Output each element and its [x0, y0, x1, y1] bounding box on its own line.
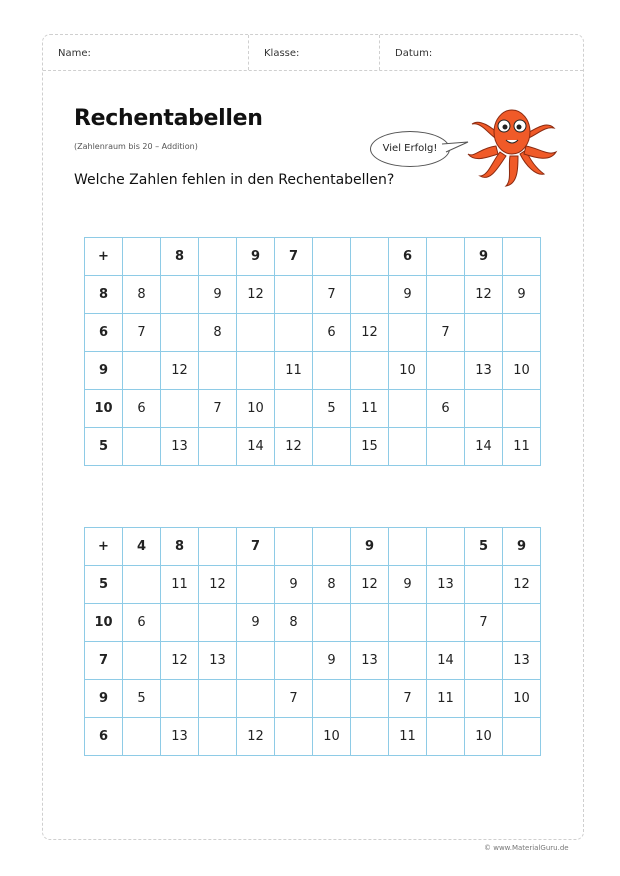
operator-cell: +	[85, 238, 123, 276]
header-cell	[313, 238, 351, 276]
answer-cell[interactable]	[123, 428, 161, 466]
answer-cell[interactable]	[465, 566, 503, 604]
answer-cell[interactable]: 7	[123, 314, 161, 352]
answer-cell[interactable]: 9	[389, 566, 427, 604]
page-subtitle: (Zahlenraum bis 20 – Addition)	[74, 142, 198, 151]
header-cell: 9	[85, 680, 123, 718]
answer-cell[interactable]	[465, 390, 503, 428]
header-cell: 9	[503, 528, 541, 566]
answer-cell[interactable]	[313, 604, 351, 642]
answer-cell[interactable]: 7	[199, 390, 237, 428]
answer-cell[interactable]	[465, 680, 503, 718]
answer-cell[interactable]	[427, 428, 465, 466]
answer-cell[interactable]	[465, 314, 503, 352]
table-row	[85, 680, 541, 718]
answer-cell[interactable]	[237, 314, 275, 352]
answer-cell[interactable]	[389, 642, 427, 680]
answer-cell[interactable]: 7	[389, 680, 427, 718]
copyright-footer: © www.MaterialGuru.de	[484, 844, 569, 852]
answer-cell[interactable]	[275, 718, 313, 756]
answer-cell[interactable]: 12	[275, 428, 313, 466]
header-cell: 6	[85, 718, 123, 756]
header-cell: 10	[85, 604, 123, 642]
answer-cell[interactable]: 7	[275, 680, 313, 718]
answer-cell[interactable]: 12	[199, 566, 237, 604]
octopus-icon	[466, 96, 558, 188]
table-row	[85, 528, 541, 566]
answer-cell[interactable]: 13	[427, 566, 465, 604]
header-cell: 7	[237, 528, 275, 566]
header-cell	[389, 528, 427, 566]
answer-cell[interactable]: 10	[465, 718, 503, 756]
answer-cell[interactable]: 11	[161, 566, 199, 604]
header-cell	[427, 238, 465, 276]
answer-cell[interactable]	[351, 680, 389, 718]
header-cell	[199, 238, 237, 276]
answer-cell[interactable]	[313, 680, 351, 718]
answer-cell[interactable]: 13	[465, 352, 503, 390]
answer-cell[interactable]: 11	[503, 428, 541, 466]
header-cell	[275, 528, 313, 566]
answer-cell[interactable]: 12	[465, 276, 503, 314]
header-cell: 8	[161, 238, 199, 276]
header-cell: 5	[465, 528, 503, 566]
answer-cell[interactable]	[123, 566, 161, 604]
answer-cell[interactable]	[123, 718, 161, 756]
answer-cell[interactable]: 10	[503, 352, 541, 390]
header-cell: 8	[85, 276, 123, 314]
answer-cell[interactable]: 10	[313, 718, 351, 756]
answer-cell[interactable]	[275, 642, 313, 680]
answer-cell[interactable]	[427, 276, 465, 314]
answer-cell[interactable]: 5	[313, 390, 351, 428]
answer-cell[interactable]: 13	[503, 642, 541, 680]
answer-cell[interactable]: 12	[237, 718, 275, 756]
header-cell: 10	[85, 390, 123, 428]
header-fields	[43, 35, 583, 71]
answer-cell[interactable]: 6	[123, 390, 161, 428]
answer-cell[interactable]: 14	[237, 428, 275, 466]
answer-cell[interactable]: 12	[351, 566, 389, 604]
answer-cell[interactable]	[313, 428, 351, 466]
answer-cell[interactable]	[351, 604, 389, 642]
speech-bubble	[370, 131, 450, 167]
answer-cell[interactable]	[275, 314, 313, 352]
addition-table-1-body	[85, 238, 541, 466]
answer-cell[interactable]: 5	[123, 680, 161, 718]
table-row	[85, 390, 541, 428]
header-cell: 9	[465, 238, 503, 276]
answer-cell[interactable]: 9	[275, 566, 313, 604]
answer-cell[interactable]	[161, 314, 199, 352]
header-cell: 9	[237, 238, 275, 276]
answer-cell[interactable]: 13	[161, 428, 199, 466]
answer-cell[interactable]: 8	[199, 314, 237, 352]
answer-cell[interactable]: 12	[161, 642, 199, 680]
table-row	[85, 642, 541, 680]
answer-cell[interactable]: 11	[427, 680, 465, 718]
answer-cell[interactable]: 10	[503, 680, 541, 718]
page-title: Rechentabellen	[74, 106, 263, 131]
answer-cell[interactable]	[389, 314, 427, 352]
answer-cell[interactable]: 12	[161, 352, 199, 390]
name-field[interactable]	[43, 35, 249, 70]
header-cell: 6	[389, 238, 427, 276]
answer-cell[interactable]: 6	[313, 314, 351, 352]
table-row	[85, 604, 541, 642]
answer-cell[interactable]	[503, 390, 541, 428]
answer-cell[interactable]: 6	[427, 390, 465, 428]
answer-cell[interactable]: 14	[427, 642, 465, 680]
answer-cell[interactable]	[275, 390, 313, 428]
answer-cell[interactable]: 12	[237, 276, 275, 314]
answer-cell[interactable]	[199, 718, 237, 756]
answer-cell[interactable]: 11	[389, 718, 427, 756]
answer-cell[interactable]	[237, 680, 275, 718]
table-row	[85, 352, 541, 390]
answer-cell[interactable]: 11	[351, 390, 389, 428]
addition-table-2-body	[85, 528, 541, 756]
table-row	[85, 566, 541, 604]
answer-cell[interactable]	[313, 352, 351, 390]
answer-cell[interactable]	[199, 604, 237, 642]
speech-bubble-text: Viel Erfolg!	[382, 143, 438, 154]
class-field[interactable]	[249, 35, 380, 70]
date-label: Datum:	[395, 48, 433, 59]
answer-cell[interactable]: 13	[199, 642, 237, 680]
answer-cell[interactable]	[123, 352, 161, 390]
table-row	[85, 238, 541, 276]
table-row	[85, 276, 541, 314]
header-cell	[313, 528, 351, 566]
answer-cell[interactable]	[351, 718, 389, 756]
header-cell	[427, 528, 465, 566]
addition-table-1	[84, 237, 541, 466]
answer-cell[interactable]: 8	[123, 276, 161, 314]
header-cell: 4	[123, 528, 161, 566]
header-cell: 7	[85, 642, 123, 680]
answer-cell[interactable]	[389, 604, 427, 642]
answer-cell[interactable]: 8	[313, 566, 351, 604]
header-cell	[199, 528, 237, 566]
answer-cell[interactable]: 9	[313, 642, 351, 680]
header-cell: 5	[85, 428, 123, 466]
answer-cell[interactable]: 7	[427, 314, 465, 352]
operator-cell: +	[85, 528, 123, 566]
header-cell: 8	[161, 528, 199, 566]
answer-cell[interactable]: 9	[503, 276, 541, 314]
table-row	[85, 718, 541, 756]
answer-cell[interactable]	[351, 352, 389, 390]
header-cell: 5	[85, 566, 123, 604]
answer-cell[interactable]	[123, 642, 161, 680]
date-field[interactable]	[380, 35, 583, 70]
table-row	[85, 428, 541, 466]
answer-cell[interactable]	[503, 604, 541, 642]
answer-cell[interactable]: 7	[313, 276, 351, 314]
name-label: Name:	[58, 48, 91, 59]
answer-cell[interactable]: 10	[237, 390, 275, 428]
answer-cell[interactable]: 13	[351, 642, 389, 680]
header-cell	[123, 238, 161, 276]
answer-cell[interactable]: 13	[161, 718, 199, 756]
answer-cell[interactable]	[427, 604, 465, 642]
answer-cell[interactable]	[503, 718, 541, 756]
header-cell: 9	[351, 528, 389, 566]
addition-table-2	[84, 527, 541, 756]
answer-cell[interactable]: 9	[389, 276, 427, 314]
answer-cell[interactable]	[503, 314, 541, 352]
answer-cell[interactable]	[237, 642, 275, 680]
answer-cell[interactable]	[161, 680, 199, 718]
answer-cell[interactable]: 7	[465, 604, 503, 642]
table-row	[85, 314, 541, 352]
answer-cell[interactable]: 10	[389, 352, 427, 390]
answer-cell[interactable]: 9	[199, 276, 237, 314]
answer-cell[interactable]: 12	[503, 566, 541, 604]
answer-cell[interactable]	[237, 352, 275, 390]
instruction-text: Welche Zahlen fehlen in den Rechentabellen?	[74, 172, 395, 188]
answer-cell[interactable]	[389, 390, 427, 428]
header-cell: 9	[85, 352, 123, 390]
header-cell	[351, 238, 389, 276]
class-label: Klasse:	[264, 48, 300, 59]
answer-cell[interactable]	[199, 352, 237, 390]
header-cell: 6	[85, 314, 123, 352]
answer-cell[interactable]	[161, 276, 199, 314]
answer-cell[interactable]: 12	[351, 314, 389, 352]
answer-cell[interactable]	[427, 352, 465, 390]
answer-cell[interactable]	[199, 428, 237, 466]
header-cell: 7	[275, 238, 313, 276]
answer-cell[interactable]: 6	[123, 604, 161, 642]
answer-cell[interactable]: 14	[465, 428, 503, 466]
answer-cell[interactable]	[389, 428, 427, 466]
answer-cell[interactable]	[161, 604, 199, 642]
answer-cell[interactable]	[427, 718, 465, 756]
answer-cell[interactable]	[161, 390, 199, 428]
answer-cell[interactable]: 11	[275, 352, 313, 390]
header-cell	[503, 238, 541, 276]
answer-cell[interactable]	[275, 276, 313, 314]
answer-cell[interactable]: 8	[275, 604, 313, 642]
answer-cell[interactable]: 9	[237, 604, 275, 642]
answer-cell[interactable]	[351, 276, 389, 314]
answer-cell[interactable]: 15	[351, 428, 389, 466]
answer-cell[interactable]	[465, 642, 503, 680]
answer-cell[interactable]	[237, 566, 275, 604]
answer-cell[interactable]	[199, 680, 237, 718]
